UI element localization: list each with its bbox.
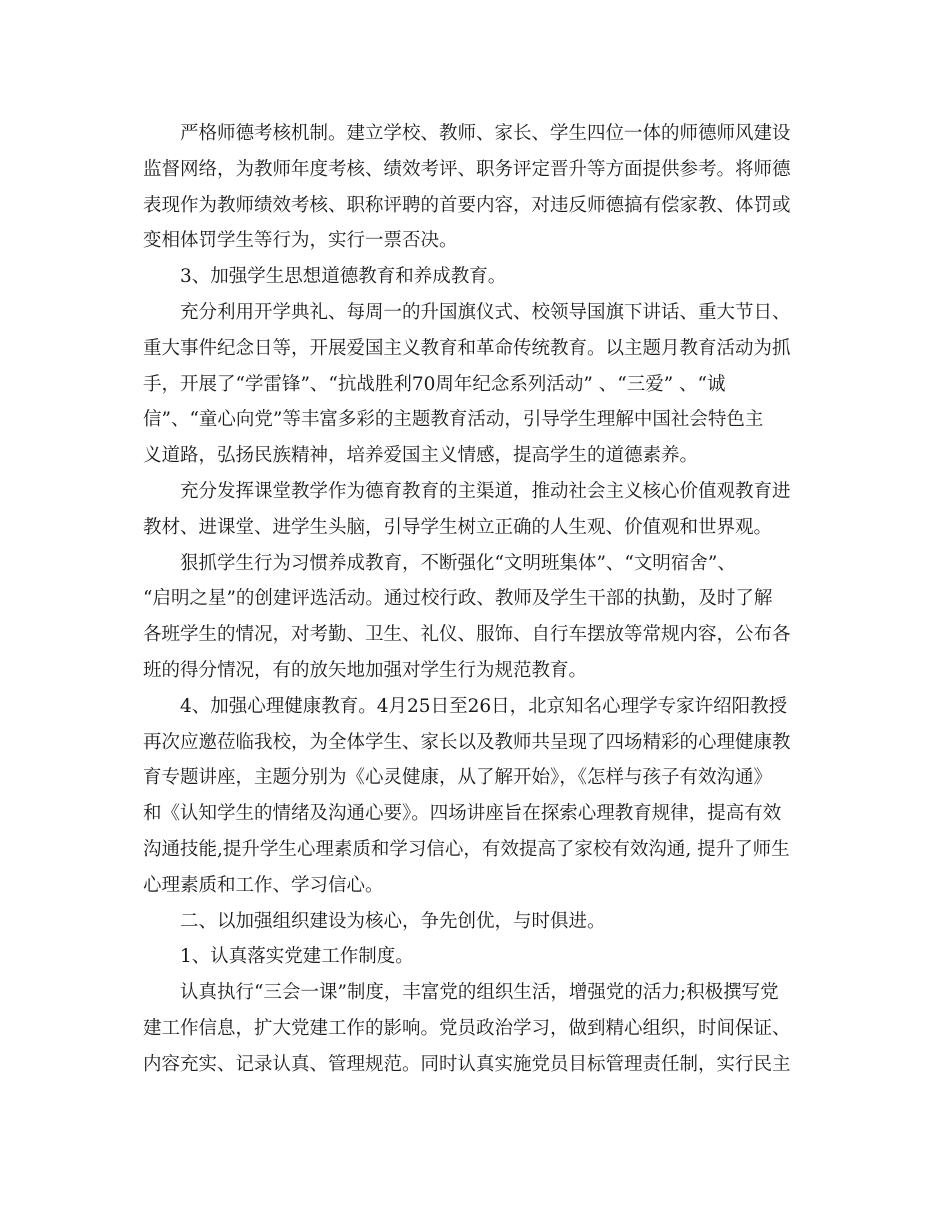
text-line: 狠抓学生行为习惯养成教育，不断强化“文明班集体”、“文明宿舍”、 [180,552,736,574]
text-line: 和《认知学生的情绪及沟通心要》。四场讲座旨在探索心理教育规律，提高有效 [143,803,782,825]
text-line: 建工作信息，扩大党建工作的影响。党员政治学习，做到精心组织，时间保证、 [143,1017,791,1039]
text-line: 充分利用开学典礼、每周一的升国旗仪式、校领导国旗下讲话、重大节日、 [180,301,791,323]
text-line: 沟通技能,提升学生心理素质和学习信心，有效提高了家校有效沟通, 提升了师生 [143,838,790,860]
text-line: 3、加强学生思想道德教育和养成教育。 [180,266,507,288]
text-line: 再次应邀莅临我校，为全体学生、家长以及教师共呈现了四场精彩的心理健康教 [143,731,791,753]
text-line: 班的得分情况，有的放矢地加强对学生行为规范教育。 [143,659,588,681]
text-line: 严格师德考核机制。建立学校、教师、家长、学生四位一体的师德师风建设 [180,123,791,144]
text-line: 各班学生的情况，对考勤、卫生、礼仪、服饰、自行车摆放等常规内容，公布各 [143,624,791,646]
text-line: 充分发挥课堂教学作为德育教育的主渠道，推动社会主义核心价值观教育进 [180,480,791,502]
text-line: 1、认真落实党建工作制度。 [180,946,414,968]
text-line: 教材、进课堂、进学生头脑，引导学生树立正确的人生观、价值观和世界观。 [143,516,773,538]
text-line: 重大事件纪念日等，开展爱国主义教育和革命传统教育。以主题月教育活动为抓 [143,337,791,359]
text-line: 认真执行“三会一课”制度，丰富党的组织生活，增强党的活力;积极撰写党 [180,982,779,1004]
text-line: 4、加强心理健康教育。4月25日至26日，北京知名心理学专家许绍阳教授 [180,695,788,717]
text-line: 表现作为教师绩效考核、职称评聘的首要内容，对违反师德搞有偿家教、体罚或 [143,194,791,216]
text-line: 手，开展了“学雷锋”、“抗战胜利70周年纪念系列活动” 、“三爱” 、“诚 [143,373,726,395]
text-line: 监督网络，为教师年度考核、绩效考评、职务评定晋升等方面提供参考。将师德 [143,158,791,180]
text-line: 义道路，弘扬民族精神，培养爱国主义情感，提高学生的道德素养。 [143,445,699,467]
text-line: 内容充实、记录认真、管理规范。同时认真实施党员目标管理责任制，实行民主 [143,1053,791,1075]
text-line: “启明之星”的创建评选活动。通过校行政、教师及学生干部的执勤，及时了解 [143,588,773,610]
text-line: 变相体罚学生等行为，实行一票否决。 [143,230,458,252]
text-line: 育专题讲座，主题分别为《心灵健康，从了解开始》，《怎样与孩子有效沟通》 [143,767,773,789]
text-line: 信”、“童心向党”等丰富多彩的主题教育活动，引导学生理解中国社会特色主 [143,409,764,431]
text-line: 二、以加强组织建设为核心，争先创优，与时俱进。 [180,910,606,932]
document-body [143,116,803,1083]
text-line: 心理素质和工作、学习信心。 [143,874,384,896]
